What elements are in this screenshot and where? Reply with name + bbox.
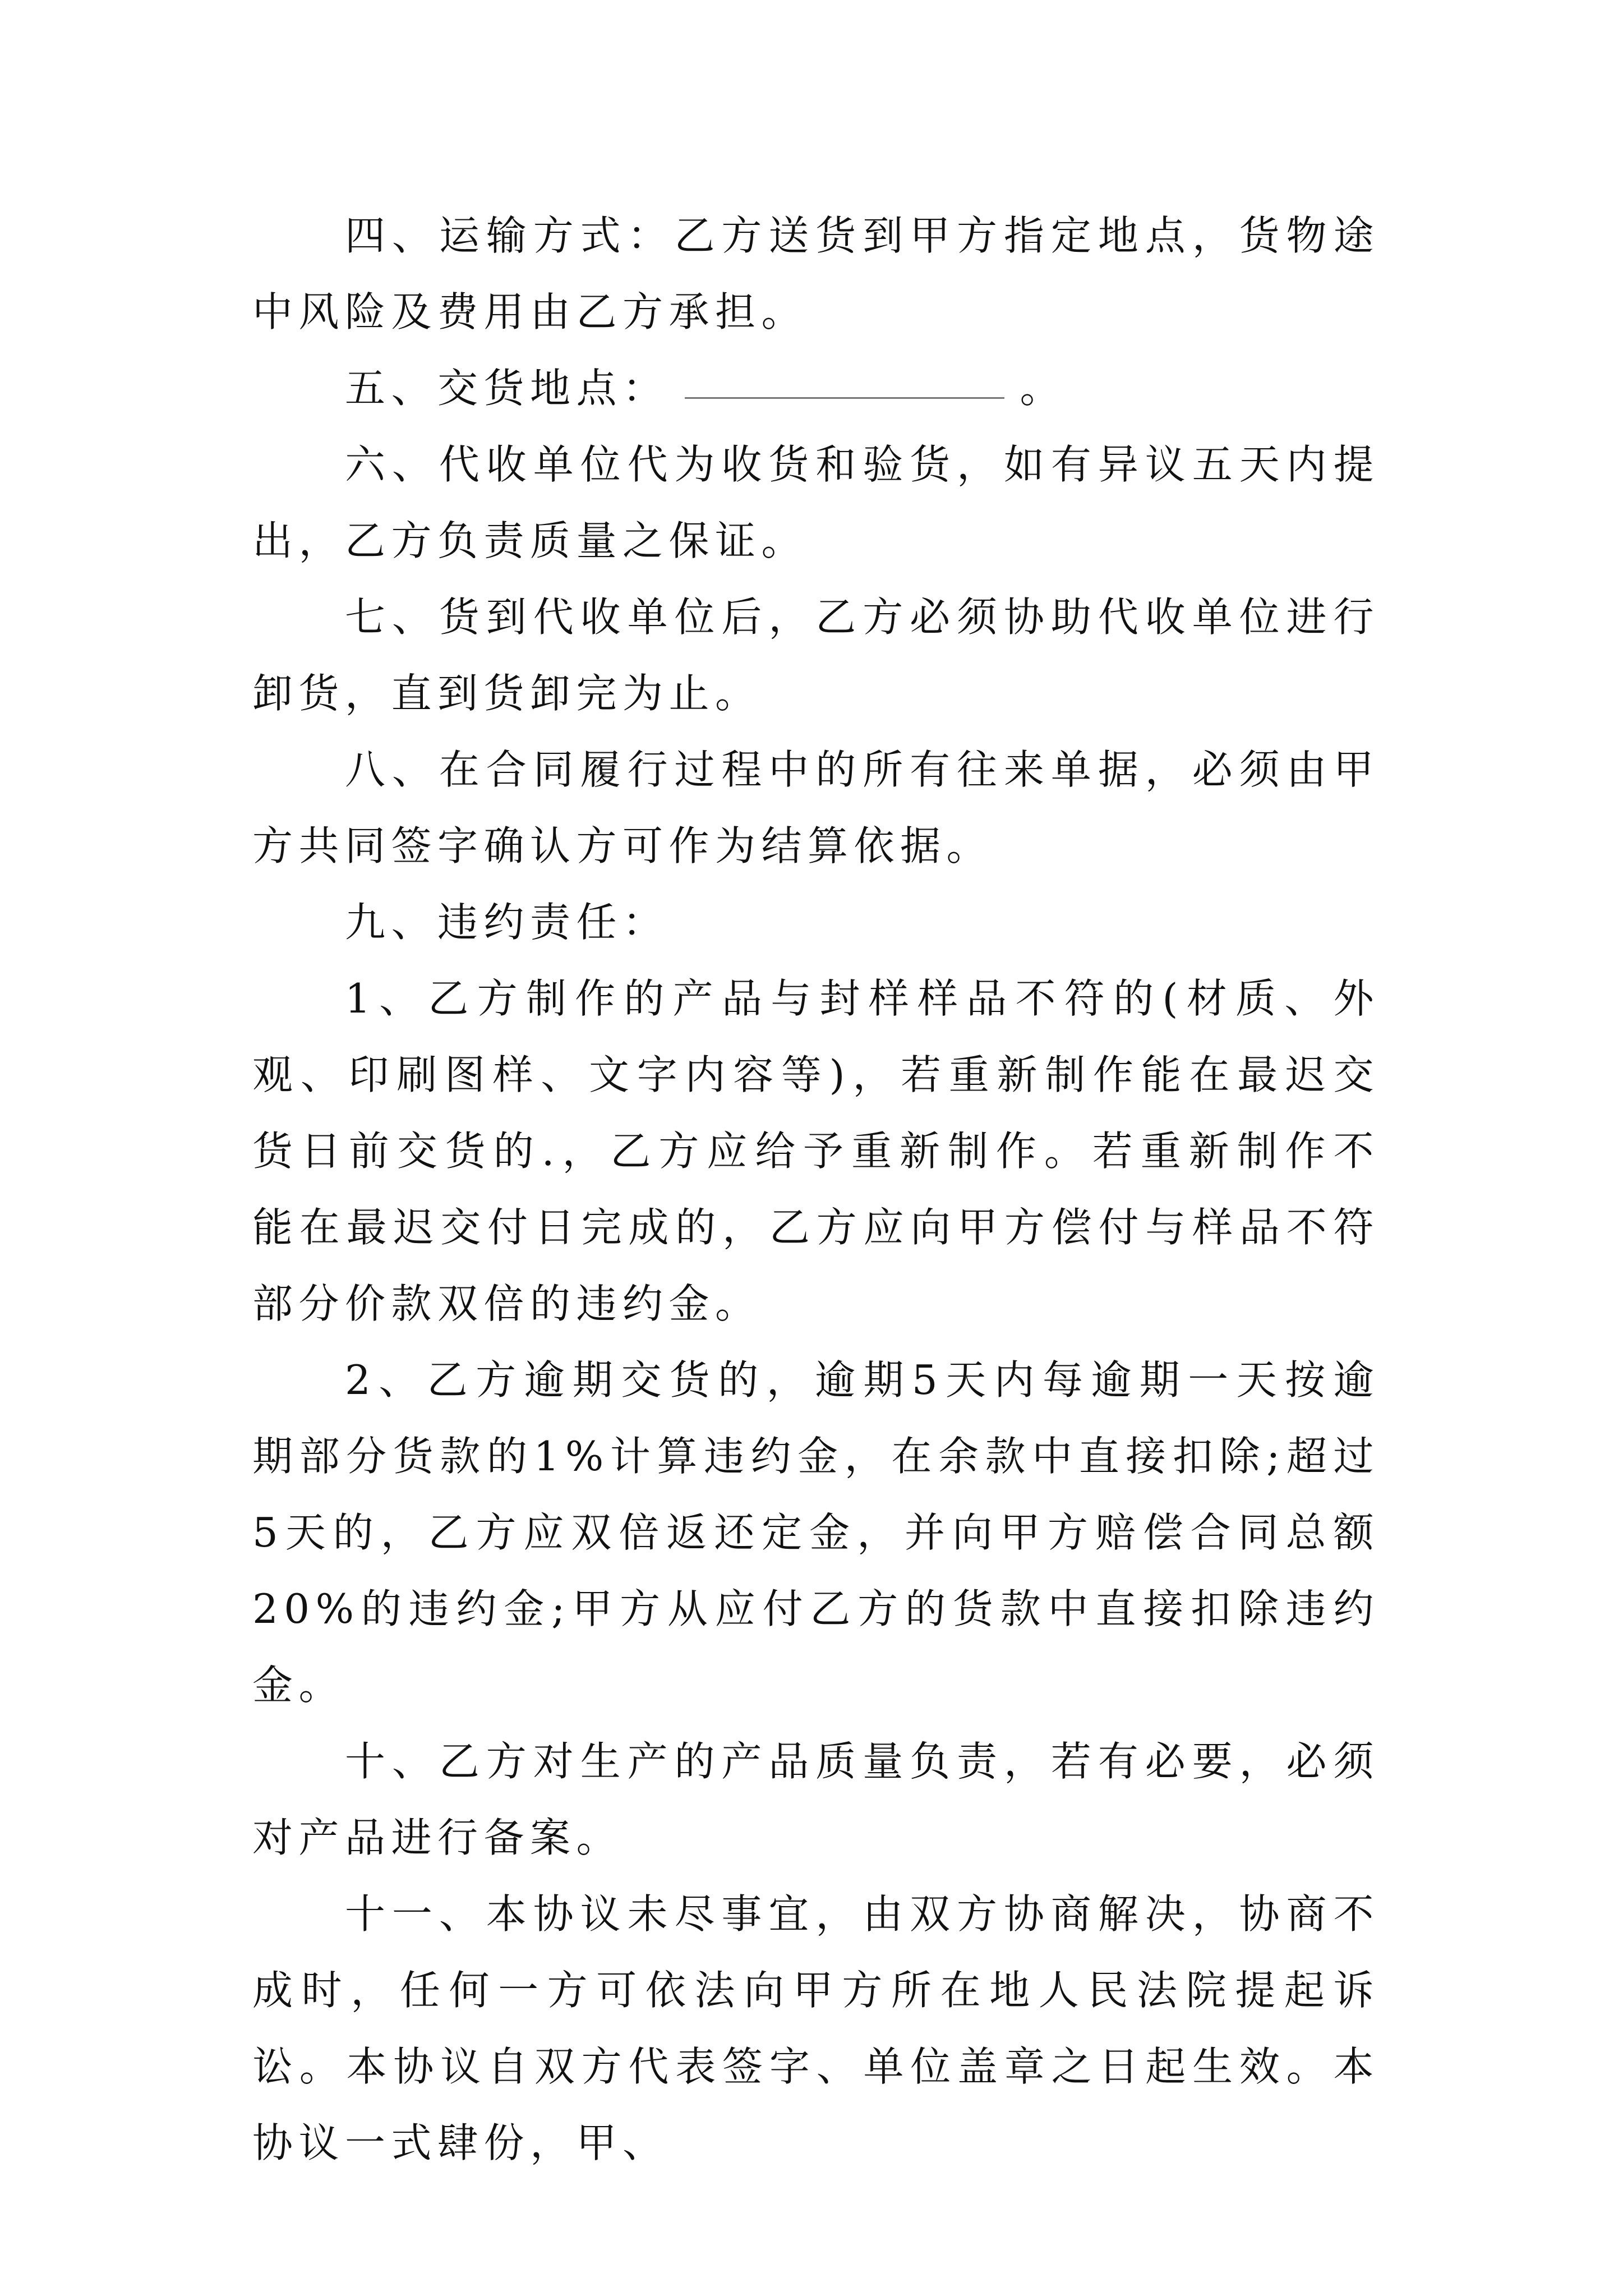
clause-liability-2: 2、乙方逾期交货的，逾期5天内每逾期一天按逾期部分货款的1%计算违约金，在余款中直接扣除;超过5天的，乙方应双倍返还定金，并向甲方赔偿合同总额20%的违约金;甲方从应付乙方的货款中直接扣除违约金。	[252, 1356, 1380, 1709]
clause-liability-1: 1、乙方制作的产品与封样样品不符的(材质、外观、印刷图样、文字内容等)，若重新制作能在最迟交货日前交货的.，乙方应给予重新制作。若重新制作不能在最迟交付日完成的，乙方应向甲方偿付与样品不符部分价款双倍的违约金。	[252, 975, 1380, 1327]
contract-text	[252, 197, 1380, 2181]
clause-documents: 八、在合同履行过程中的所有往来单据，必须由甲方共同签字确认方可作为结算依据。	[252, 746, 1380, 869]
delivery-location-end: 。	[1020, 365, 1067, 412]
delivery-location-blank	[685, 364, 1004, 399]
clause-delivery-location	[252, 350, 1380, 426]
delivery-location-label: 五、交货地点：	[345, 365, 669, 412]
clause-disputes: 十一、本协议未尽事宜，由双方协商解决，协商不成时，任何一方可依法向甲方所在地人民法院提起诉讼。本协议自双方代表签字、单位盖章之日起生效。本协议一式肆份，甲、	[252, 1890, 1380, 2166]
clause-unloading: 七、货到代收单位后，乙方必须协助代收单位进行卸货，直到货卸完为止。	[252, 593, 1380, 717]
clause-transport: 四、运输方式：乙方送货到甲方指定地点，货物途中风险及费用由乙方承担。	[252, 212, 1380, 335]
clause-inspection: 六、代收单位代为收货和验货，如有异议五天内提出，乙方负责质量之保证。	[252, 441, 1380, 564]
clause-liability-heading: 九、违约责任：	[345, 899, 669, 946]
clause-quality: 十、乙方对生产的产品质量负责，若有必要，必须对产品进行备案。	[252, 1738, 1380, 1861]
